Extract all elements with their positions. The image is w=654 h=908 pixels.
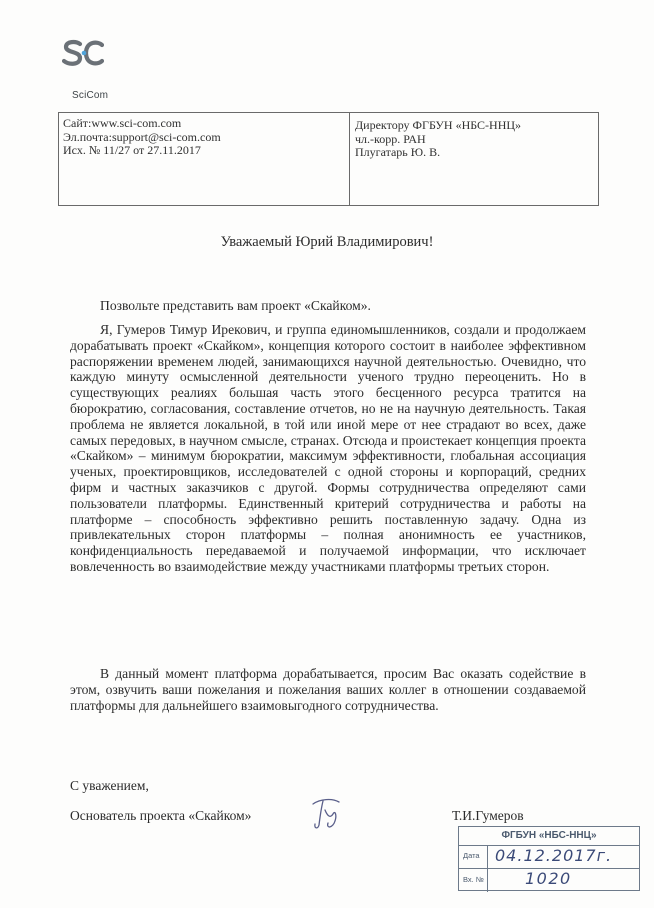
incoming-registration-stamp bbox=[458, 826, 640, 891]
scicom-logo-mark bbox=[62, 38, 104, 68]
founder-line: Основатель проекта «Скайком» bbox=[70, 808, 252, 823]
sender-website: Сайт:www.sci-com.com bbox=[63, 116, 182, 130]
stamp-date-value: 04.12.2017г. bbox=[495, 846, 613, 865]
stamp-organization: ФГБУН «НБС-ННЦ» bbox=[459, 827, 639, 846]
closing-phrase: С уважением, bbox=[70, 778, 149, 793]
signer-name: Т.И.Гумеров bbox=[452, 808, 524, 823]
logo-wordmark: SciCom bbox=[72, 90, 109, 101]
stamp-number-value: 1020 bbox=[525, 869, 572, 888]
stamp-number-row bbox=[459, 869, 639, 892]
stamp-divider bbox=[487, 869, 488, 892]
recipient-position: Директору ФГБУН «НБС-ННЦ» bbox=[355, 118, 522, 132]
main-paragraph: Я, Гумеров Тимур Ирекович, и группа единомышленников, создали и продолжаем дорабатывать проект «Скайком», концепция которого состоит в наиболее эффективном распоряжении временем людей, занимающихся научной деятельностью. Очевидно, что каждую минуту осмысленной деятельности ученого трудно переоценить. Но в существующих реалиях большая часть этого бесценного ресурса тратится на бюрократию, согласования, составление отчетов, но не на научную деятельность. Такая проблема не является локальной, в той или иной мере от нее страдают во всех, даже самых передовых, в научном смысле, странах. Отсюда и проистекает концепция проекта «Скайком» – минимум бюрократии, максимум эффективности, глобальная ассоциация ученых, проектировщиков, исследователей с одной стороны и корпораций, средних фирм и частных заказчиков с другой. Формы сотрудничества определяют сами пользователи платформы. Единственный критерий сотрудничества и работы на платформе – способность эффективно решить поставленную задачу. Одна из привлекательных сторон платформы – полная анонимность ее участников, конфиденциальность передаваемой и получаемой информации, что исключает вовлеченность во взаимодействие между участниками платформы третьих сторон. bbox=[70, 322, 586, 574]
outgoing-number: Исх. № 11/27 от 27.11.2017 bbox=[63, 143, 201, 157]
recipient-title: чл.-корр. РАН bbox=[355, 131, 426, 146]
handwritten-signature bbox=[308, 795, 346, 831]
stamp-date-row bbox=[459, 845, 639, 869]
request-paragraph: В данный момент платформа дорабатывается, просим Вас оказать содействие в этом, озвучить ваши пожелания и пожелания ваших коллег в отношении создаваемой платформы для дальнейшего взаимовыгодного сотрудничества. bbox=[70, 666, 586, 713]
recipient-name: Плугатарь Ю. В. bbox=[355, 145, 441, 159]
stamp-date-label: Дата bbox=[463, 851, 480, 860]
letter-header-table bbox=[58, 112, 599, 206]
stamp-divider bbox=[487, 845, 488, 868]
sender-email: Эл.почта:support@sci-com.com bbox=[63, 129, 221, 144]
sender-info-cell bbox=[59, 113, 350, 205]
stamp-number-label: Вх. № bbox=[463, 875, 484, 884]
salutation: Уважаемый Юрий Владимирович! bbox=[220, 234, 434, 250]
intro-paragraph: Позвольте представить вам проект «Скайком». bbox=[100, 298, 371, 313]
scicom-logo bbox=[62, 38, 132, 101]
